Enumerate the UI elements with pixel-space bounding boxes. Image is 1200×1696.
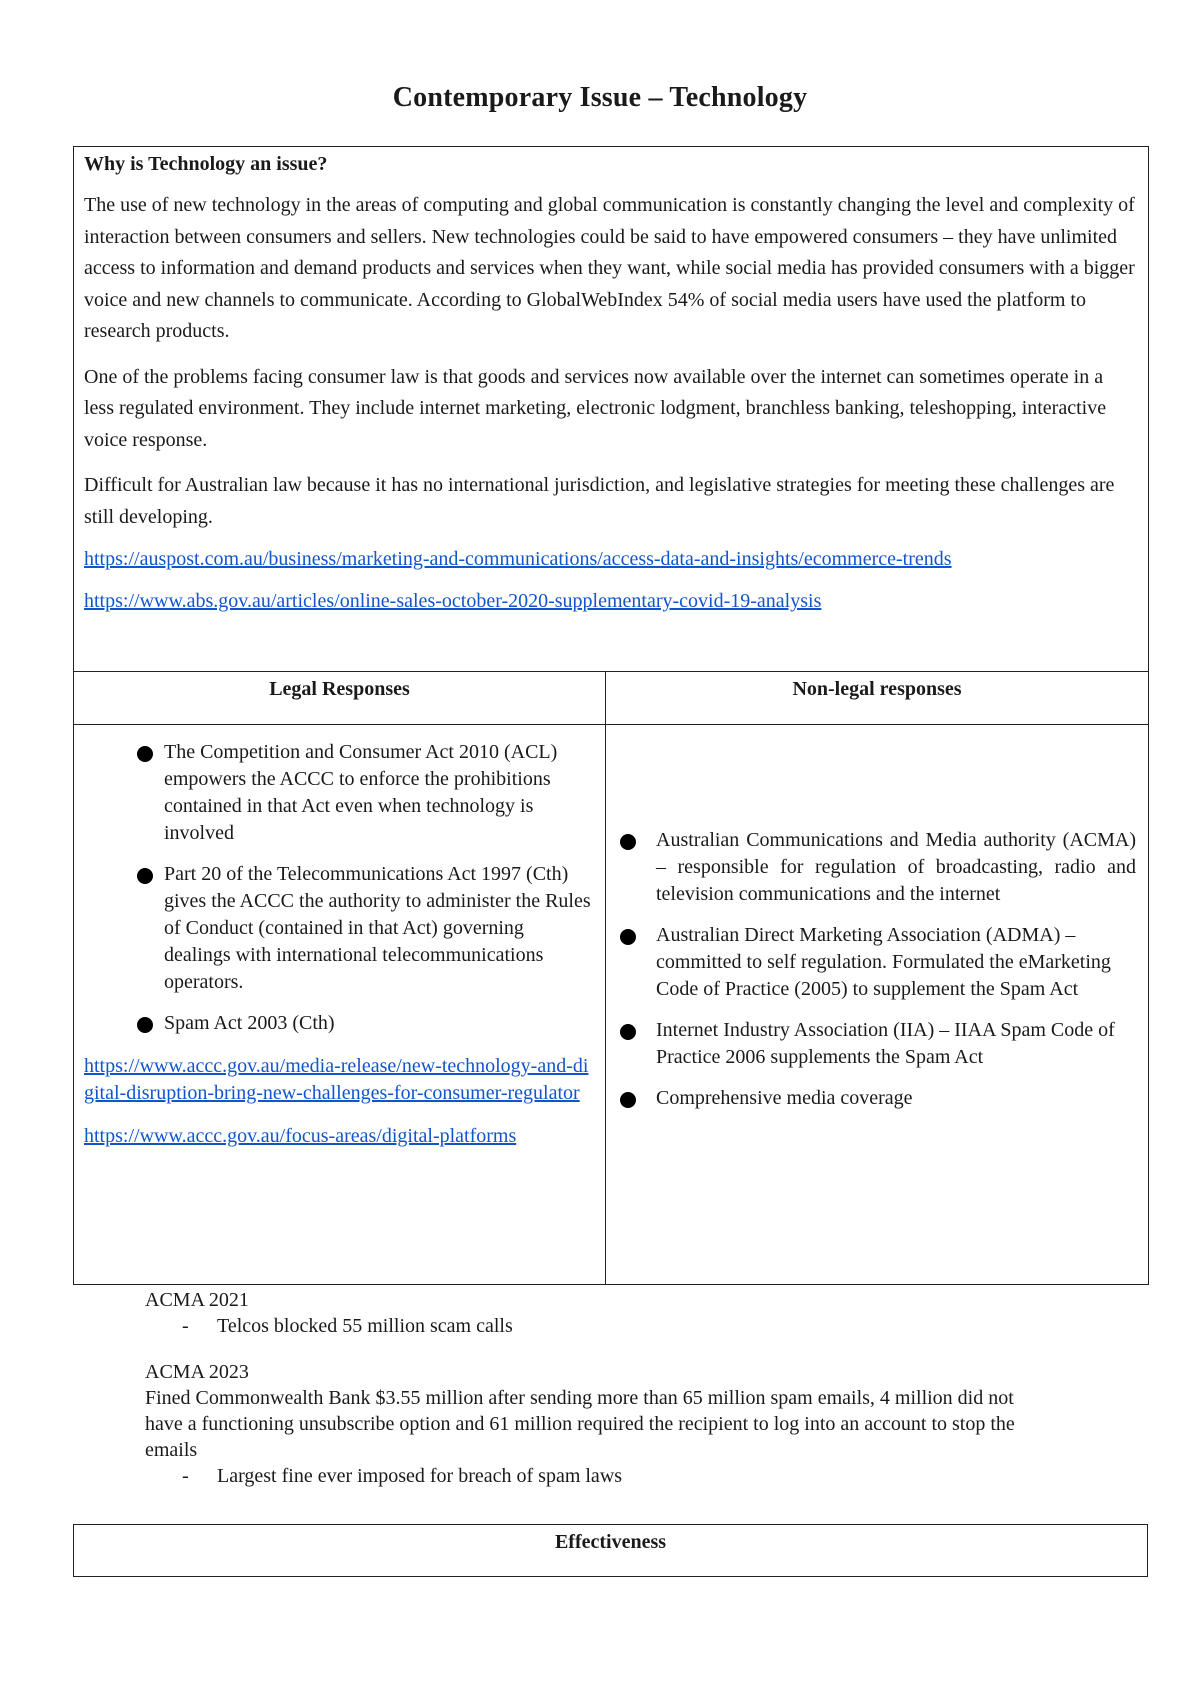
accc-media-release-link[interactable]: https://www.accc.gov.au/media-release/new-technology-and-digital-disruption-bring-new-challenges-for-consumer-regulator: [84, 1055, 589, 1104]
bullet-icon: [620, 929, 636, 945]
list-item: [616, 1085, 1136, 1112]
intro-paragraph-1: The use of new technology in the areas of computing and global communication is constantly changing the level and complexity of interaction between consumers and sellers. New technologies could be said to have empowered consumers – they have unlimited access to information and demand products and services when they want, while social media has provided consumers with a bigger voice and new channels to communicate. According to GlobalWebIndex 54% of social media users have used the platform to research products.: [84, 194, 1135, 342]
nonlegal-responses-header: Non-legal responses: [606, 672, 1149, 725]
acma-2021-heading: ACMA 2021: [145, 1289, 249, 1311]
bullet-icon: [137, 1017, 153, 1033]
intro-heading: Why is Technology an issue?: [84, 153, 328, 175]
nonlegal-item-text: Comprehensive media coverage: [656, 1087, 913, 1109]
auspost-link[interactable]: https://auspost.com.au/business/marketing-and-communications/access-data-and-insights/ecommerce-trends: [84, 548, 952, 570]
acma-2021-dash-item: [145, 1313, 1045, 1339]
acma-notes: [145, 1287, 1045, 1489]
bullet-icon: [137, 746, 153, 762]
list-item: [616, 827, 1136, 908]
acma-2023-heading: ACMA 2023: [145, 1361, 249, 1383]
issue-table: [73, 146, 1149, 1285]
legal-responses-cell: [74, 725, 606, 1285]
acma-2023-dash-text: Largest fine ever imposed for breach of spam laws: [217, 1465, 623, 1487]
dash-marker: -: [182, 1315, 189, 1337]
list-item: [616, 1017, 1136, 1071]
intro-section: [74, 147, 1149, 672]
accc-digital-platforms-link[interactable]: https://www.accc.gov.au/focus-areas/digital-platforms: [84, 1125, 517, 1147]
list-item: [616, 922, 1136, 1003]
list-item: [84, 1010, 595, 1037]
effectiveness-header: Effectiveness: [73, 1524, 1148, 1577]
list-item: [84, 739, 595, 847]
bullet-icon: [620, 1092, 636, 1108]
legal-item-text: Part 20 of the Telecommunications Act 1997 (Cth) gives the ACCC the authority to administer the Rules of Conduct (contained in that Act) governing dealings with international telecommunications operators.: [164, 863, 591, 993]
acma-2023-text: Fined Commonwealth Bank $3.55 million after sending more than 65 million spam emails, 4 million did not have a functioning unsubscribe option and 61 million required the recipient to log into an account to stop the emails: [145, 1387, 1015, 1461]
legal-responses-list: [84, 739, 595, 1037]
bullet-icon: [620, 1024, 636, 1040]
legal-responses-header: Legal Responses: [74, 672, 606, 725]
nonlegal-item-text: Australian Direct Marketing Association (ADMA) – committed to self regulation. Formulated the eMarketing Code of Practice (2005) to supplement the Spam Act: [656, 924, 1111, 1000]
abs-link[interactable]: https://www.abs.gov.au/articles/online-sales-october-2020-supplementary-covid-19-analysis: [84, 590, 822, 612]
nonlegal-item-text: Internet Industry Association (IIA) – IIAA Spam Code of Practice 2006 supplements the Spam Act: [656, 1019, 1115, 1068]
bullet-icon: [620, 834, 636, 850]
legal-item-text: Spam Act 2003 (Cth): [164, 1012, 335, 1034]
nonlegal-responses-list: [616, 827, 1136, 1112]
intro-paragraph-3: Difficult for Australian law because it has no international jurisdiction, and legislative strategies for meeting these challenges are still developing.: [84, 474, 1115, 528]
legal-item-text: The Competition and Consumer Act 2010 (ACL) empowers the ACCC to enforce the prohibitions contained in that Act even when technology is involved: [164, 741, 558, 844]
acma-2023-dash-item: [145, 1463, 1045, 1489]
list-item: [84, 861, 595, 996]
nonlegal-responses-cell: [606, 725, 1149, 1285]
nonlegal-item-text: Australian Communications and Media authority (ACMA) – responsible for regulation of broadcasting, radio and television communications and the internet: [656, 829, 1136, 905]
dash-marker: -: [182, 1465, 189, 1487]
intro-paragraph-2: One of the problems facing consumer law is that goods and services now available over the internet can sometimes operate in a less regulated environment. They include internet marketing, electronic lodgment, branchless banking, teleshopping, interactive voice response.: [84, 365, 1107, 451]
bullet-icon: [137, 868, 153, 884]
acma-2021-dash-text: Telcos blocked 55 million scam calls: [217, 1315, 513, 1337]
page-title: Contemporary Issue – Technology: [392, 82, 808, 113]
